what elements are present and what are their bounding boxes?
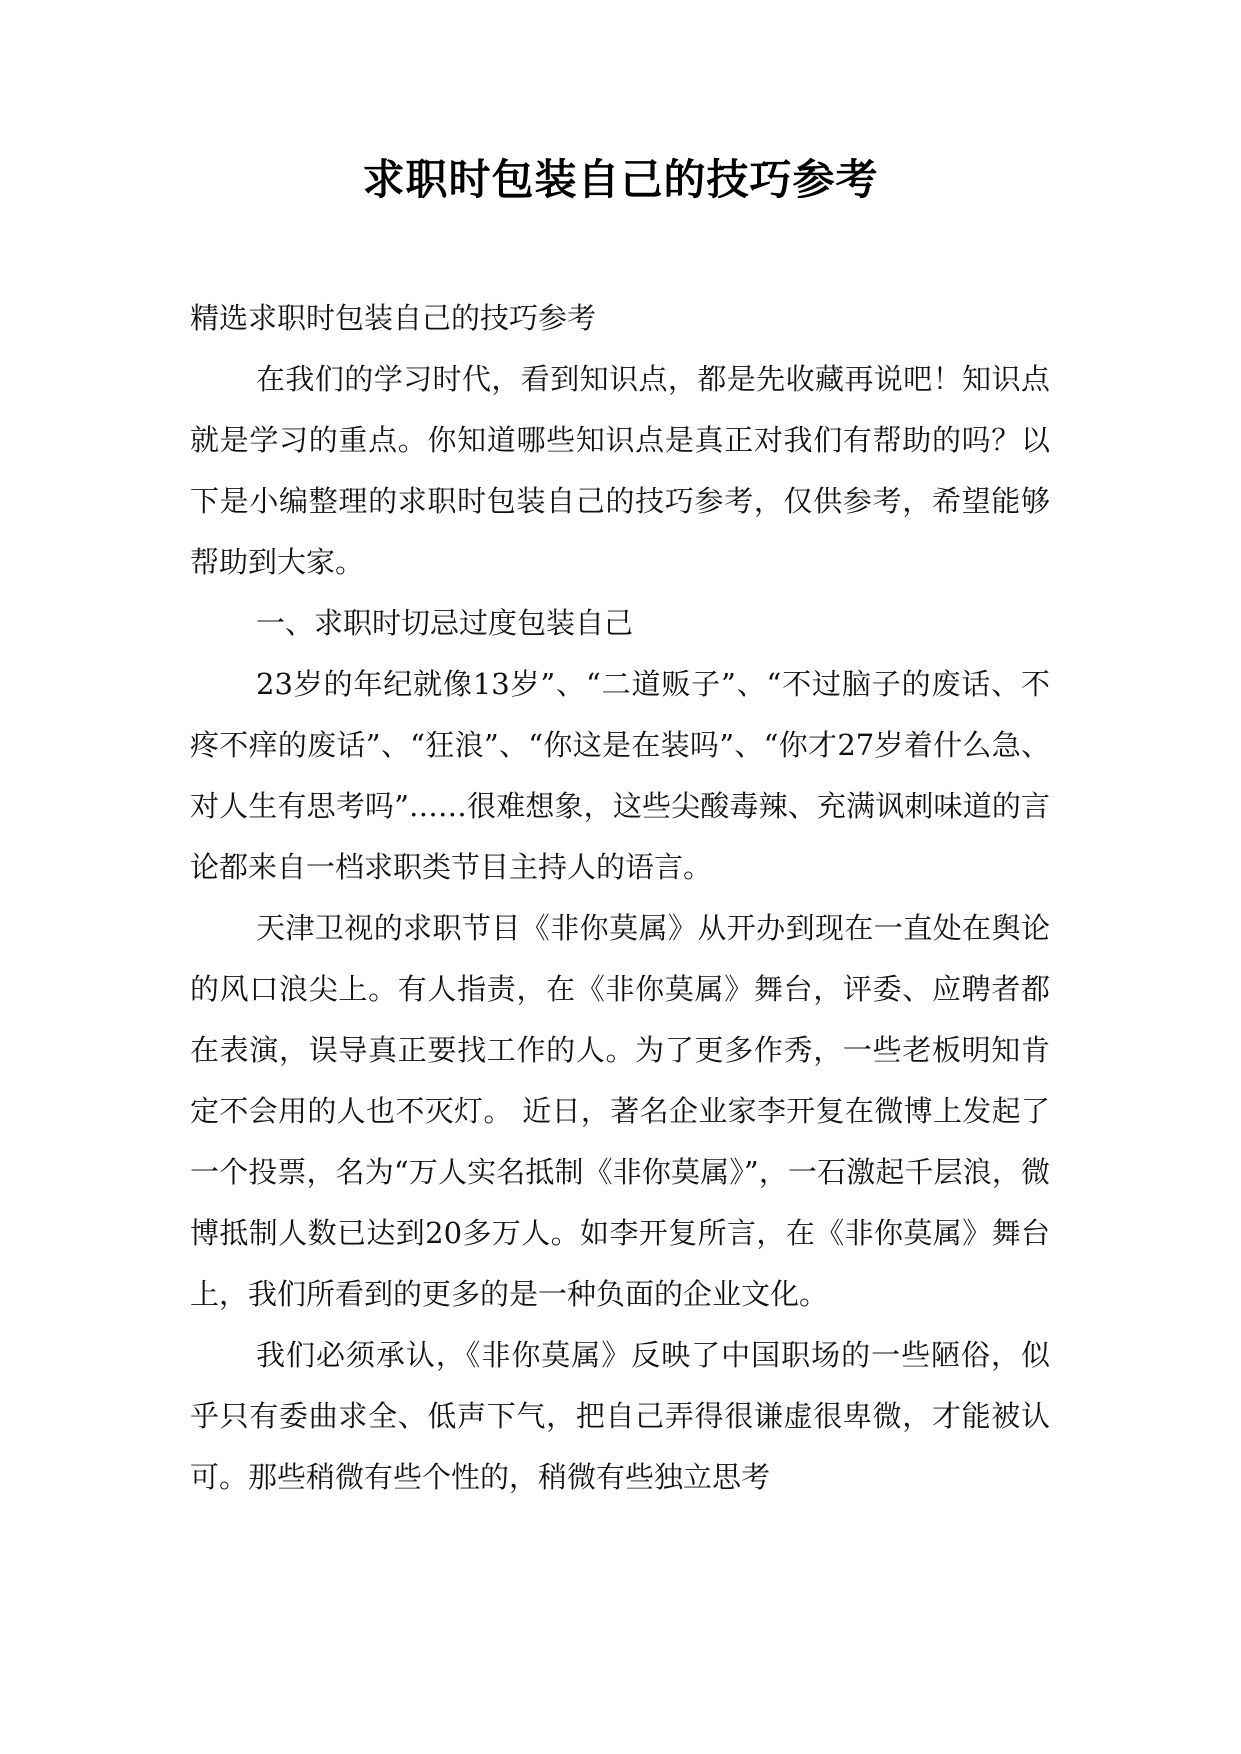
document-title: 求职时包装自己的技巧参考 — [362, 155, 879, 204]
section-heading: 一、求职时切忌过度包装自己 — [256, 606, 634, 640]
document-subtitle: 精选求职时包装自己的技巧参考 — [190, 301, 597, 335]
body-paragraph: 天津卫视的求职节目《非你莫属》从开办到现在一直处在舆论的风口浪尖上。有人指责，在《非你莫属》舞台，评委、应聘者都在表演，误导真正要找工作的人。为了更多作秀，一些老板明知肯定不会用的人也不灭灯。 近日，著名企业家李开复在微博上发起了一个投票，名为“万人实名抵制《非你莫属》”，一石激起千层浪，微博抵制人数已达到20多万人。如李开复所言，在《非你莫属》舞台上，我们所看到的更多的是一种负面的企业文化。 — [190, 911, 1050, 1311]
intro-paragraph: 在我们的学习时代，看到知识点，都是先收藏再说吧！知识点就是学习的重点。你知道哪些知识点是真正对我们有帮助的吗？以下是小编整理的求职时包装自己的技巧参考，仅供参考，希望能够帮助到大家。 — [190, 362, 1050, 579]
body-paragraph: 23岁的年纪就像13岁”、“二道贩子”、“不过脑子的废话、不疼不痒的废话”、“狂浪”、“你这是在装吗”、“你才27岁着什么急、对人生有思考吗”……很难想象，这些尖酸毒辣、充满讽刺味道的言论都来自一档求职类节目主持人的语言。 — [190, 667, 1050, 884]
document-body — [190, 288, 1050, 1508]
body-paragraph: 我们必须承认，《非你莫属》反映了中国职场的一些陋俗，似乎只有委曲求全、低声下气，把自己弄得很谦虚很卑微，才能被认可。那些稍微有些个性的，稍微有些独立思考 — [190, 1338, 1050, 1494]
